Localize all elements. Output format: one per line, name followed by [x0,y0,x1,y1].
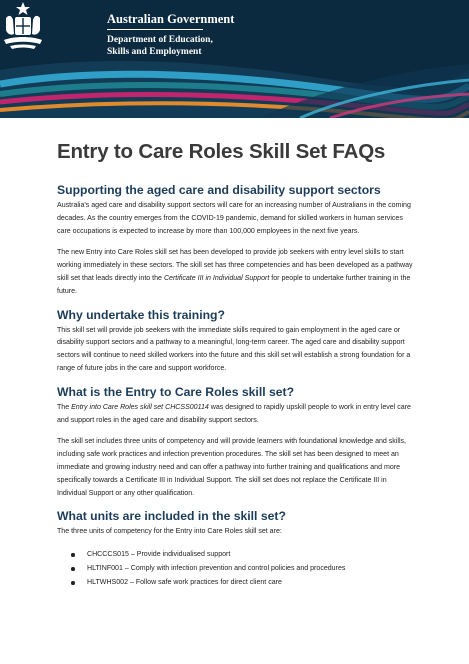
header-divider [107,29,203,30]
list-item [57,548,417,562]
section-what-is-skill-set [57,385,417,501]
certificate-reference: Certificate III in Individual Support [163,274,270,282]
bullet-icon [71,567,75,571]
section-paragraph: Australia's aged care and disability support sectors will care for an increasing number of Australians in the coming decades. As the country emerges from the COVID-19 pandemic, demand for skilled workers in human services care occupations is expected to increase by more than 100,000 employees in the next five years. [57,202,411,235]
section-paragraph [57,402,417,428]
document-body [57,140,417,590]
unit-text: HLTINF001 – Comply with infection prevention and control policies and procedures [87,565,346,573]
section-paragraph [57,247,417,298]
department-line-2: Skills and Employment [107,47,202,57]
section-heading: Why undertake this training? [57,307,225,322]
list-item [57,562,417,576]
section-units-included [57,509,417,590]
department-name [107,34,247,58]
section-paragraph: This skill set will provide job seekers with the immediate skills required to gain employment in the aged care or disability support sectors and a pathway to a meaningful, long-term career. The aged care and disability support sectors will continue to need skilled workers into the future and this skill set will establish a strong foundation for a range of future jobs in the care and support workforce. [57,326,411,372]
department-line-1: Department of Education, [107,35,213,45]
section-paragraph: The skill set includes three units of competency and will provide learners with foundational knowledge and skills, including safe work practices and infection prevention procedures. The skill set has been designed to meet an immediate and growing industry need and can offer a pathway into further training and qualifications and more specifically towards a Certificate III in Individual Support. The skill set does not replace the Certificate III in Individual Support or any other qualification. [57,438,407,497]
list-item [57,576,417,590]
text-run: was designed to rapidly upskill people to work in entry level care and support roles in the aged care and disability support sectors. [57,403,411,424]
skill-set-reference: Entry into Care Roles skill set CHCSS00114 [71,403,209,411]
header-banner [0,0,469,118]
section-supporting-sectors [57,183,417,299]
coat-of-arms-icon [0,0,46,52]
banner-wave-graphic [0,0,469,118]
government-name: Australian Government [107,12,235,26]
section-heading: What units are included in the skill set? [57,509,286,524]
section-why-undertake [57,308,417,376]
section-heading: Supporting the aged care and disability support sectors [57,183,381,197]
bullet-icon [71,581,75,585]
text-run: The [57,403,72,411]
page-title: Entry to Care Roles Skill Set FAQs [57,140,386,163]
section-paragraph: The three units of competency for the Entry into Care Roles skill set are: [57,528,282,536]
unit-text: CHCCCS015 – Provide individualised support [87,551,231,559]
bullet-icon [71,553,75,557]
text-run: for people to undertake further training in the future. [57,274,411,295]
units-list [57,548,417,590]
unit-text: HLTWHS002 – Follow safe work practices for direct client care [87,579,282,587]
text-run: The new Entry into Care Roles skill set has been developed to provide job seekers with entry level skills to start working immediately in these sectors. The skill set has three competencies and has been developed as a pathway skill set that leads directly into the [57,249,413,282]
section-heading: What is the Entry to Care Roles skill set? [57,384,295,399]
